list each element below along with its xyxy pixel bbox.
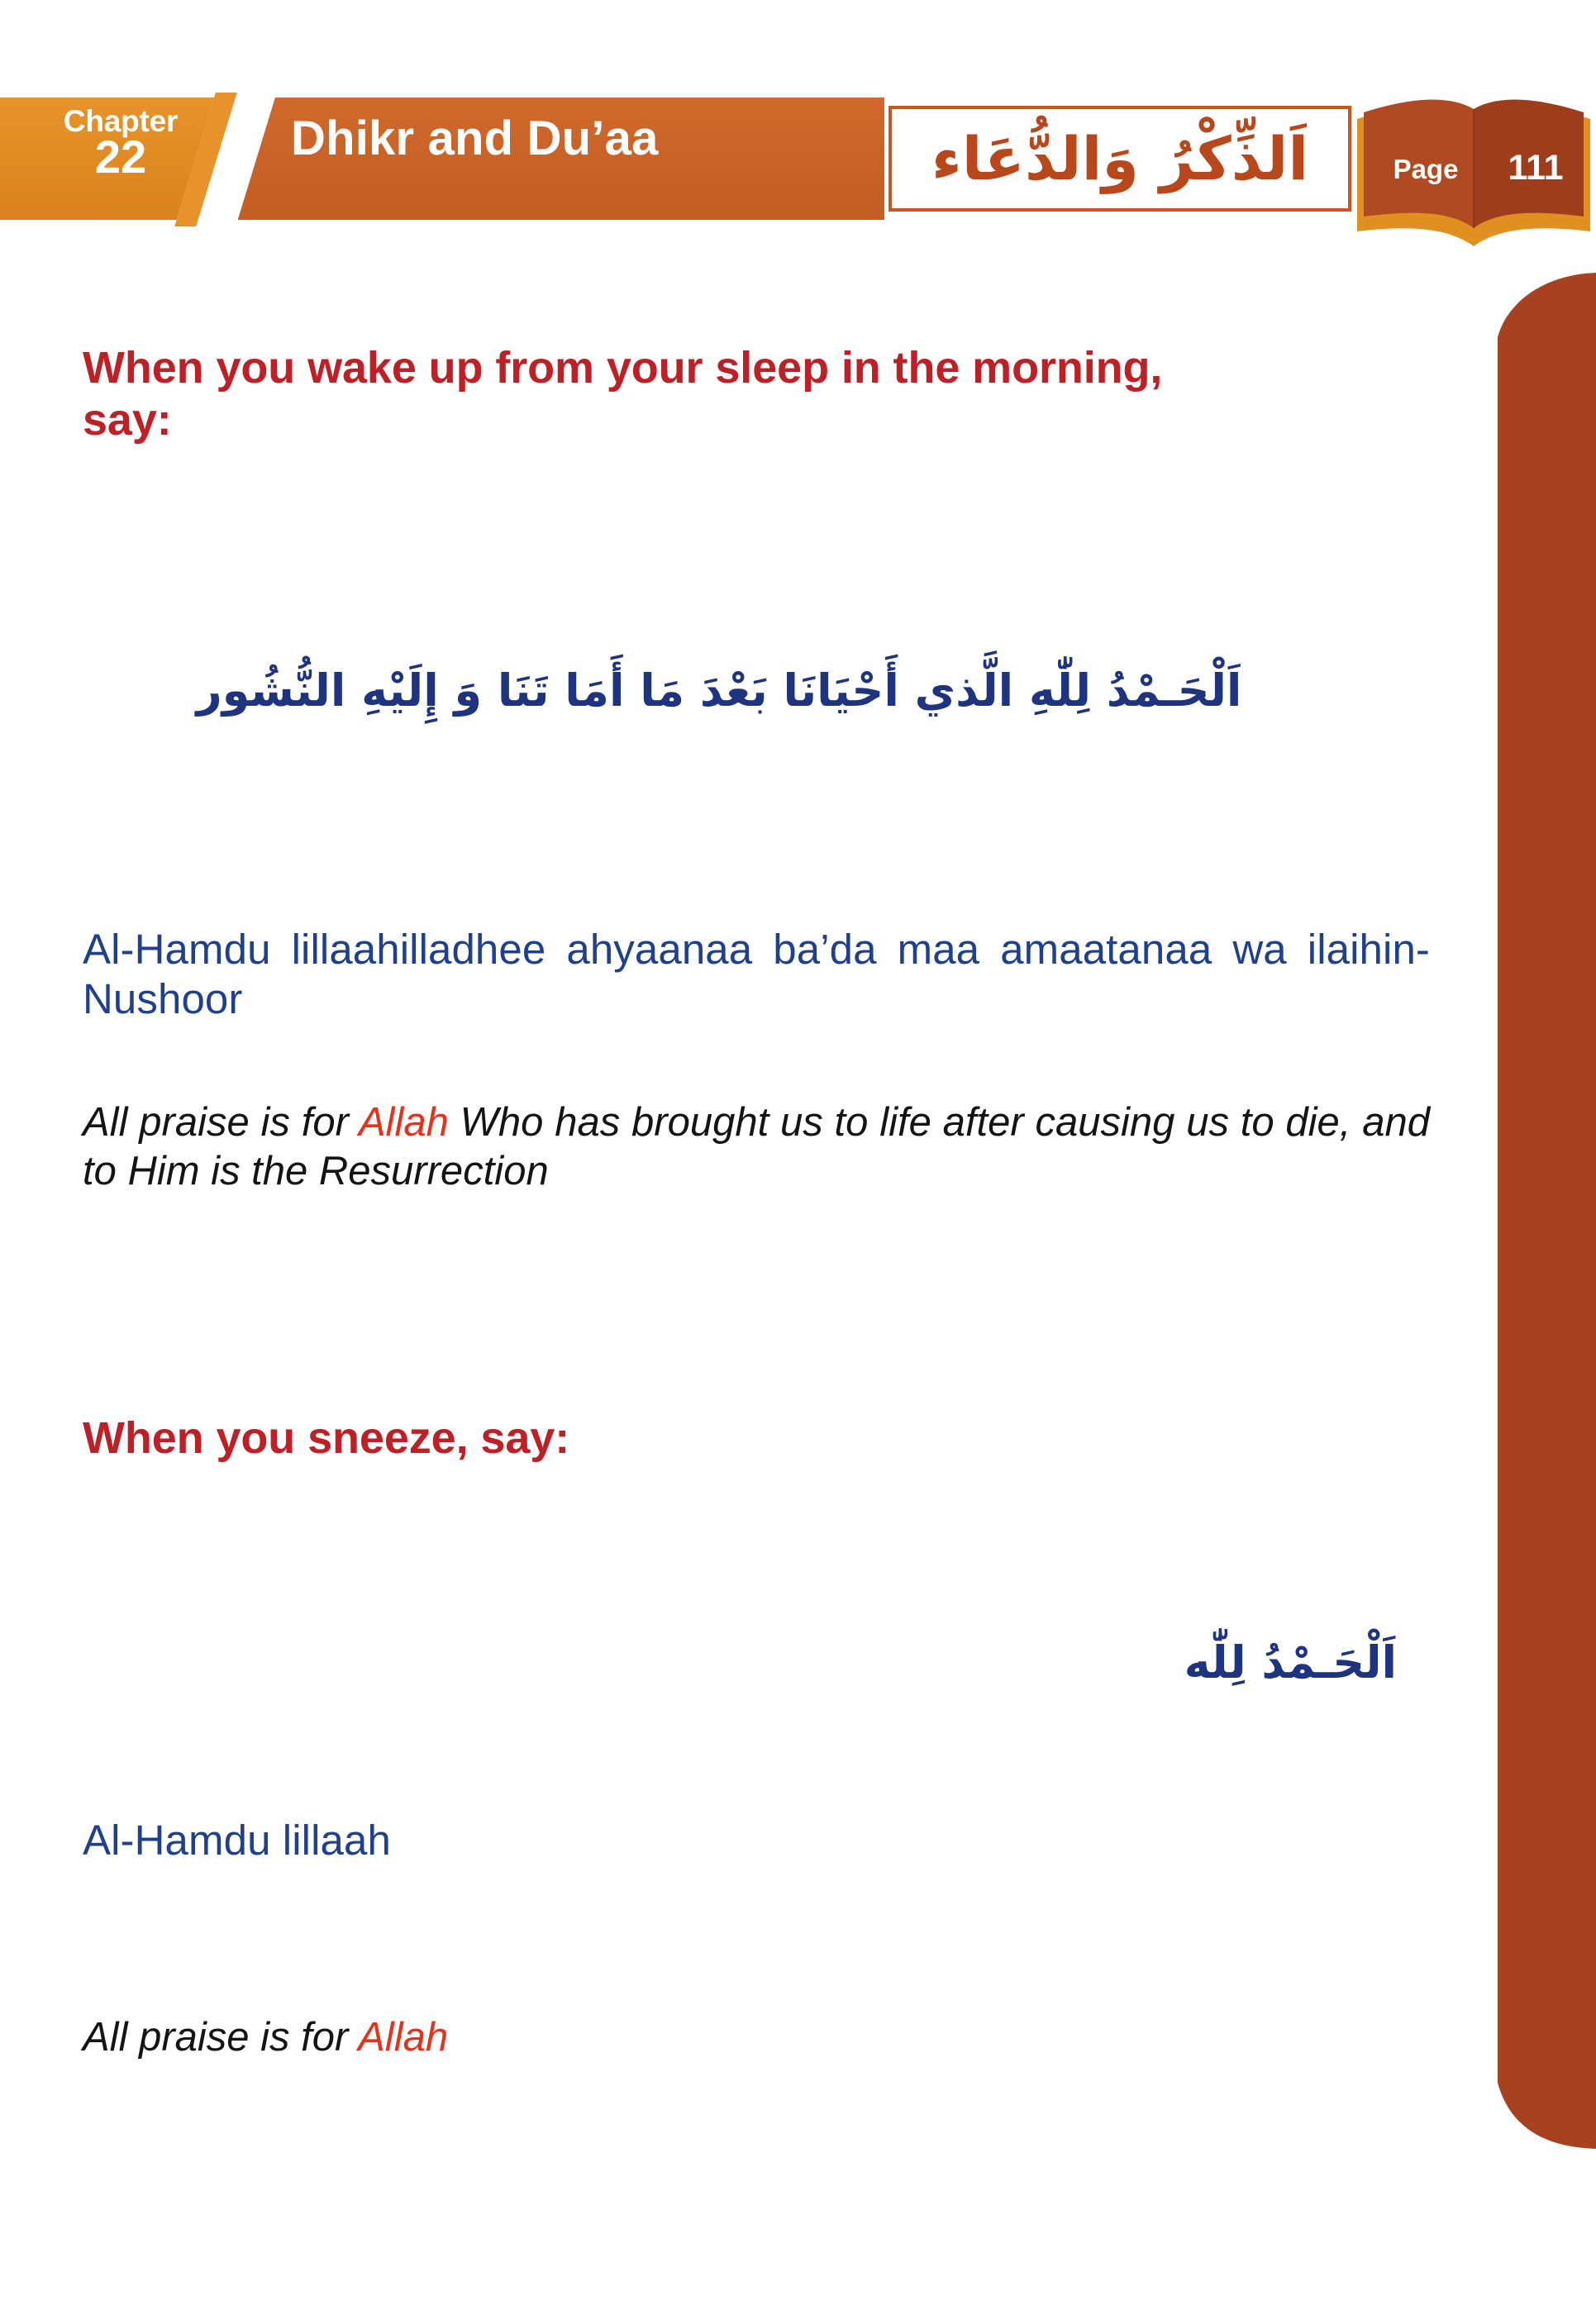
allah-word-2: Allah xyxy=(358,2015,449,2060)
side-decoration-bar xyxy=(1488,273,1596,2149)
section-2-transliteration: Al-Hamdu lillaah xyxy=(83,1817,391,1864)
translation-1-after: Who has brought us to life after causing us to die, and to Him is the Resurrection xyxy=(83,1100,1430,1193)
section-1-heading: When you wake up from your sleep in the morning, say: xyxy=(83,342,1163,445)
chapter-number: 22 xyxy=(94,131,147,183)
page-word-label: Page xyxy=(1393,154,1459,184)
section-2-arabic-dua: اَلْحَـمْدُ لِلّٰه xyxy=(1184,1636,1397,1688)
section-1-arabic-dua: اَلْحَـمْدُ لِلّٰهِ الَّذي أَحْيَانَا بَعْدَ مَا أَمَا تَنَا وَ إِلَيْهِ النُّشُور xyxy=(196,664,1242,717)
page-content xyxy=(0,220,1596,2310)
translation-2-before: All praise is for xyxy=(83,2015,359,2060)
translation-1-before: All praise is for xyxy=(83,1100,359,1145)
chapter-title-arabic: اَلذِّكْرُ وَالدُّعَاء xyxy=(931,124,1309,193)
section-1-translation xyxy=(83,1098,1430,1196)
page-number-value: 111 xyxy=(1508,148,1564,188)
allah-word-1: Allah xyxy=(358,1100,449,1145)
page-number-badge xyxy=(1352,99,1596,248)
section-2-translation xyxy=(83,2013,1074,2062)
chapter-label: Chapter xyxy=(63,104,179,138)
section-1-transliteration: Al-Hamdu lillaahilladhee ahyaanaa ba’da maa amaatanaa wa ilaihin-Nushoor xyxy=(83,926,1430,1023)
side-bar-shape xyxy=(1488,273,1596,2149)
section-2-heading: When you sneeze, say: xyxy=(83,1412,570,1463)
chapter-title-english: Dhikr and Du’aa xyxy=(291,112,659,165)
chapter-title-arabic-box xyxy=(889,106,1351,212)
